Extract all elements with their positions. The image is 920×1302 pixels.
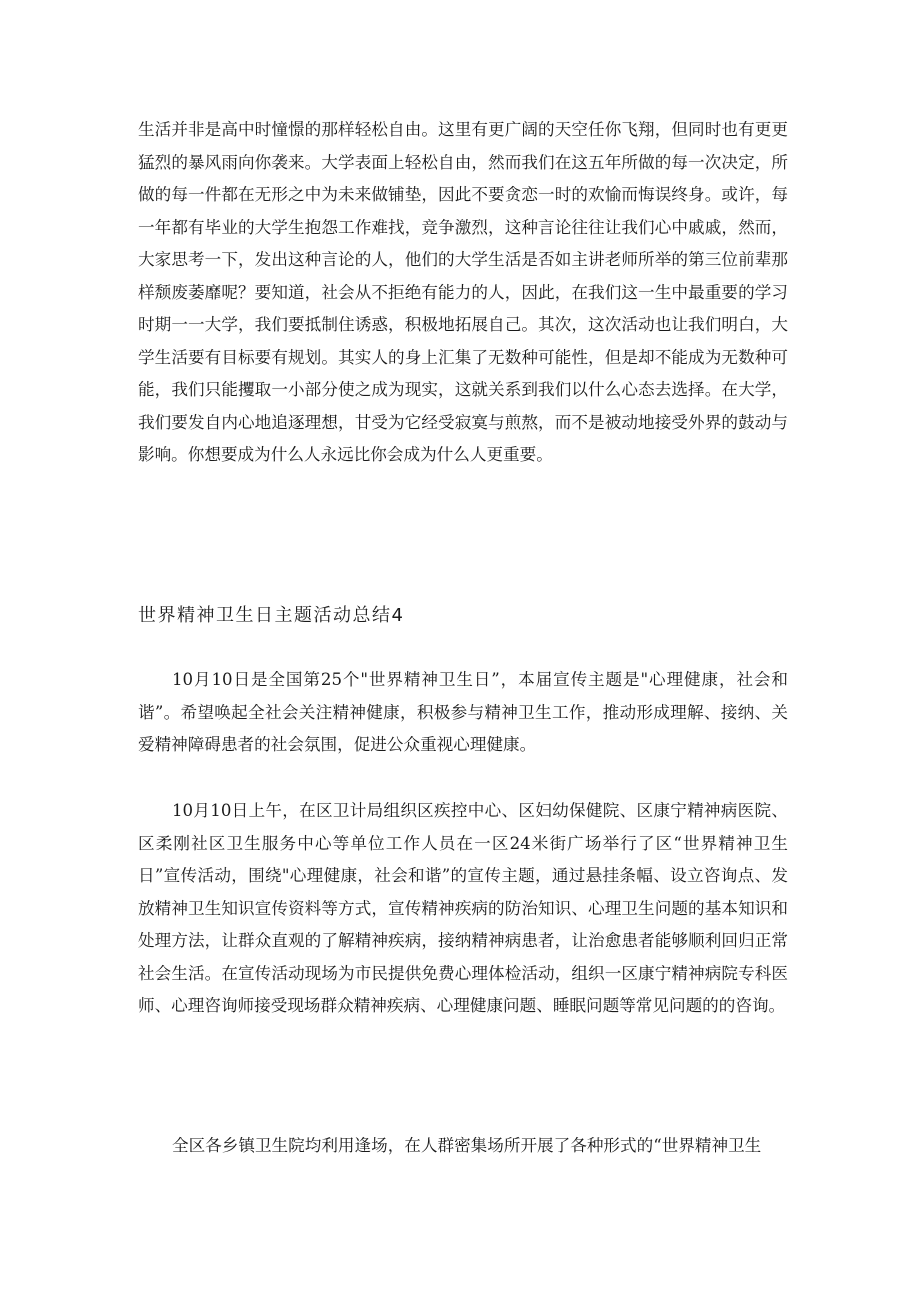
section-heading: 世界精神卫生日主题活动总结4	[138, 605, 405, 626]
body-paragraph: 生活并非是高中时憧憬的那样轻松自由。这里有更广阔的天空任你飞翔，但同时也有更更猛烈的暴风雨向你袭来。大学表面上轻松自由，然而我们在这五年所做的每一次决定，所做的每一件都在无形之中为未来做铺垫，因此不要贪恋一时的欢愉而悔误终身。或许，每一年都有毕业的大学生抱怨工作难找，竞争激烈，这种言论往往让我们心中戚戚，然而，大家思考一下，发出这种言论的人，他们的大学生活是否如主讲老师所举的第三位前辈那样颓废萎靡呢？要知道，社会从不拒绝有能力的人，因此，在我们这一生中最重要的学习时期一一大学，我们要抵制住诱惑，积极地拓展自己。其次，这次活动也让我们明白，大学生活要有目标要有规划。其实人的身上汇集了无数种可能性，但是却不能成为无数种可能，我们只能攫取一小部分使之成为现实，这就关系到我们以什么心态去选择。在大学，我们要发自内心地追逐理想，甘受为它经受寂寞与煎熬，而不是被动地接受外界的鼓动与影响。你想要成为什么人永远比你会成为什么人更重要。	[138, 120, 788, 464]
section-paragraph: 10月10日是全国第25个"世界精神卫生日”，本届宣传主题是"心理健康，社会和谐”。希望唤起全社会关注精神健康，积极参与精神卫生工作，推动形成理解、接纳、关爱精神障碍患者的社会氛围，促进公众重视心理健康。	[138, 670, 788, 754]
section-paragraph: 10月10日上午，在区卫计局组织区疾控中心、区妇幼保健院、区康宁精神病医院、区柔刚社区卫生服务中心等单位工作人员在一区24米街广场举行了区“世界精神卫生日”宣传活动，围绕"心理健康，社会和谐”的宣传主题，通过悬挂条幅、设立咨询点、发放精神卫生知识宣传资料等方式，宣传精神疾病的防治知识、心理卫生问题的基本知识和处理方法，让群众直观的了解精神疾病，接纳精神病患者，让治愈患者能够顺利回归正常社会生活。在宣传活动现场为市民提供免费心理体检活动，组织一区康宁精神病院专科医师、心理咨询师接受现场群众精神疾病、心理健康问题、睡眠问题等常见问题的的咨询。	[138, 801, 788, 1015]
section-paragraph: 全区各乡镇卫生院均利用逢场，在人群密集场所开展了各种形式的“世界精神卫生	[172, 1136, 762, 1155]
